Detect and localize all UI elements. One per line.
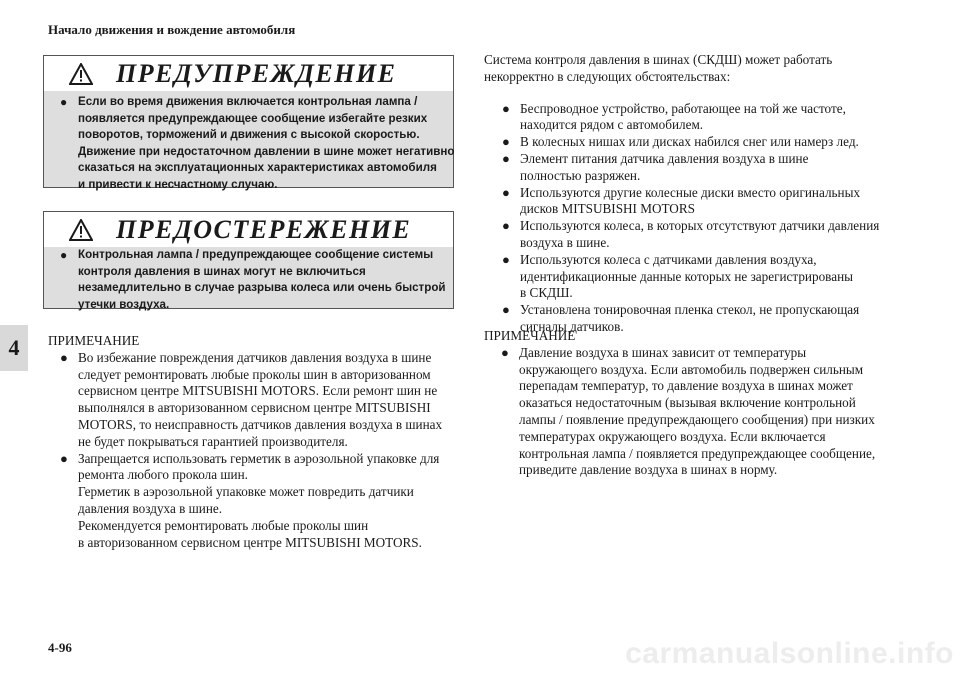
text-line: контроля давления в шинах могут не включиться (78, 264, 366, 278)
chapter-tab: 4 (0, 325, 28, 371)
text-line: Запрещается использовать герметик в аэрозольной упаковке для (78, 450, 440, 466)
text-line: Используются колеса, в которых отсутствуют датчики давления (520, 218, 880, 234)
note-label: ПРИМЕЧАНИЕ (484, 328, 576, 343)
bullet-icon: ● (502, 150, 510, 166)
text-line: идентификационные данные которых не зарегистрированы (520, 268, 853, 284)
section-header: Начало движения и вождение автомобиля (48, 22, 296, 37)
text-line: приведите давление воздуха в шинах в норму. (519, 462, 778, 478)
text-line: Используются колеса с датчиками давления воздуха, (520, 251, 817, 267)
list-item-text (520, 185, 914, 219)
text-line: Система контроля давления в шинах (СКДШ) может работать (484, 52, 833, 67)
list-item (60, 451, 458, 552)
text-line: следует ремонтировать любые проколы шин в авторизованном (78, 366, 431, 382)
right-note (484, 328, 914, 479)
right-column (484, 52, 914, 336)
text-line: ремонта любого прокола шин. (78, 467, 248, 483)
list-item-text (520, 101, 914, 135)
text-line: Рекомендуется ремонтировать любые проколы шин (78, 517, 369, 533)
text-line: перепадам температур, то давление воздуха в шинах может (519, 378, 853, 394)
text-line: давления воздуха в шине. (78, 500, 223, 516)
list-item-text (78, 350, 458, 451)
text-line: полностью разряжен. (520, 167, 641, 183)
text-line: сервисном центре MITSUBISHI MOTORS. Если ремонт шин не (78, 383, 438, 399)
text-line: находится рядом с автомобилем. (520, 117, 704, 133)
list-item (502, 185, 914, 219)
bullet-icon: ● (60, 450, 68, 466)
text-line: не будет покрываться гарантией производителя. (78, 433, 348, 449)
text-line: воздуха в шине. (520, 234, 610, 250)
bullet-icon: ● (501, 344, 509, 360)
warning-title-bar (44, 56, 453, 91)
list-item (60, 350, 458, 451)
caution-text (60, 247, 446, 313)
text-line: Во избежание повреждения датчиков давления воздуха в шине (78, 349, 432, 365)
caution-box (43, 211, 454, 309)
text-line: лампы / появление предупреждающего сообщения) при низких (519, 411, 875, 427)
text-line: в авторизованном сервисном центре MITSUBISHI MOTORS. (78, 534, 422, 550)
watermark: carmanualsonline.info (625, 637, 954, 670)
list-item-text (520, 151, 914, 185)
warning-triangle-icon (69, 63, 93, 85)
text-line: появляется предупреждающее сообщение избегайте резких (78, 111, 428, 125)
text-line: сигналы датчиков. (520, 318, 624, 334)
bullet-icon: ● (502, 251, 510, 267)
list-item (502, 218, 914, 252)
text-line: Движение при недостаточном давлении в шине может негативно (78, 144, 455, 158)
intro-paragraph (484, 52, 914, 86)
text-line: Элемент питания датчика давления воздуха в шине (520, 150, 809, 166)
list-item (502, 252, 914, 302)
text-line: оказаться недостаточным (вызывая включение контрольной (519, 395, 856, 411)
text-line: контрольная лампа / появляется предупреждающее сообщение, (519, 445, 876, 461)
bullet-icon: ● (60, 349, 68, 365)
text-line: Давление воздуха в шинах зависит от температуры (519, 344, 807, 360)
list-item-text (520, 134, 914, 151)
bullet-icon: ● (502, 218, 510, 234)
text-line: утечки воздуха. (78, 297, 170, 311)
page-number: 4-96 (48, 640, 72, 655)
list-item (501, 345, 914, 479)
text-line: в СКДШ. (520, 285, 573, 301)
text-line: поворотов, торможений и движения с высокой скоростью. (78, 128, 420, 141)
warning-text (60, 94, 455, 193)
text-line: некорректно в следующих обстоятельствах: (484, 68, 731, 84)
left-note (48, 333, 458, 551)
list-item-text (78, 451, 458, 552)
bullet-icon: ● (60, 248, 68, 262)
note-label: ПРИМЕЧАНИЕ (48, 333, 140, 348)
list-item (502, 134, 914, 151)
text-line: В колесных нишах или дисках набился снег или намерз лед. (520, 134, 859, 150)
text-line: Используются другие колесные диски вместо оригинальных (520, 184, 861, 200)
text-line: и привести к несчастному случаю. (78, 177, 278, 191)
caution-title: ПРЕДОСТЕРЕЖЕНИЕ (116, 214, 412, 244)
text-line: Если во время движения включается контрольная лампа / (78, 95, 418, 108)
list-item (502, 101, 914, 135)
warning-box (43, 55, 455, 191)
text-line: Контрольная лампа / предупреждающее сообщение системы (78, 248, 434, 261)
text-line: температурах окружающего воздуха. Если включается (519, 428, 826, 444)
text-line: MOTORS, то неисправность датчиков давления воздуха в шинах (78, 416, 443, 432)
text-line: окружающего воздуха. Если автомобиль подвержен сильным (519, 361, 864, 377)
warning-triangle-icon (69, 219, 93, 241)
text-line: сказаться на эксплуатационных характеристиках автомобиля (78, 161, 437, 174)
caution-title-bar (44, 212, 453, 247)
list-item-text (520, 252, 914, 302)
text-line: незамедлительно в случае разрыва колеса или очень быстрой (78, 281, 446, 294)
bullet-icon: ● (60, 95, 68, 109)
list-item-text (520, 218, 914, 252)
bullet-icon: ● (502, 302, 510, 318)
text-line: Беспроводное устройство, работающее на той же частоте, (520, 100, 846, 116)
text-line: выполнялся в авторизованном сервисном центре MITSUBISHI (78, 400, 431, 416)
text-line: Герметик в аэрозольной упаковке может повредить датчики (78, 484, 414, 500)
list-item (502, 151, 914, 185)
bullet-icon: ● (502, 134, 510, 150)
text-line: дисков MITSUBISHI MOTORS (520, 201, 695, 217)
bullet-icon: ● (502, 184, 510, 200)
text-line: Установлена тонировочная пленка стекол, не пропускающая (520, 302, 860, 318)
warning-title: ПРЕДУПРЕЖДЕНИЕ (116, 58, 397, 88)
bullet-icon: ● (502, 100, 510, 116)
